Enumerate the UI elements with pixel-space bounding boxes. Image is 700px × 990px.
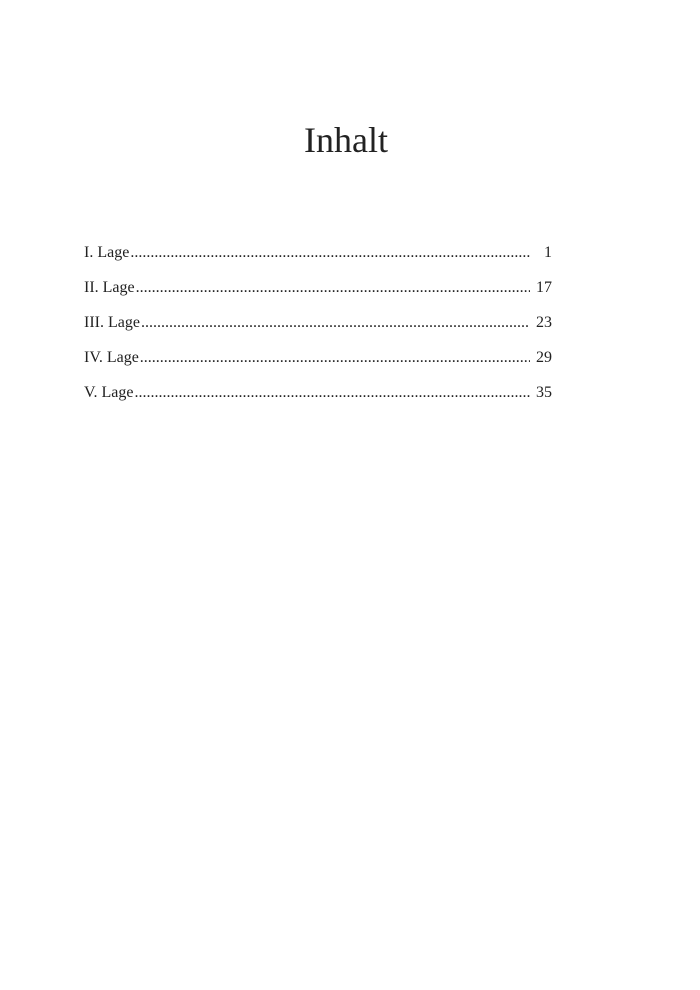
page-title: Inhalt: [304, 120, 388, 160]
dot-leader: [130, 242, 530, 264]
dot-leader: [140, 347, 530, 369]
toc-entry: [84, 347, 552, 382]
toc-entry-label: III. Lage: [84, 314, 140, 331]
toc-entry-label: II. Lage: [84, 279, 135, 296]
toc-entry-label: V. Lage: [84, 384, 134, 401]
toc-entry: [84, 382, 552, 417]
dot-leader: [134, 382, 530, 404]
toc-entry-page-number: 1: [544, 244, 552, 261]
toc-entry-page-number: 17: [536, 279, 552, 296]
dot-leader: [136, 277, 530, 299]
dot-leader: [141, 312, 530, 334]
toc-entry-label: IV. Lage: [84, 349, 139, 366]
toc-entry-page-number: 29: [536, 349, 552, 366]
toc-entry-label: I. Lage: [84, 244, 130, 261]
toc-entry: [84, 277, 552, 312]
toc-entry: [84, 312, 552, 347]
table-of-contents: [84, 242, 552, 417]
toc-entry-page-number: 23: [536, 314, 552, 331]
toc-entry-page-number: 35: [536, 384, 552, 401]
toc-entry: [84, 242, 552, 277]
